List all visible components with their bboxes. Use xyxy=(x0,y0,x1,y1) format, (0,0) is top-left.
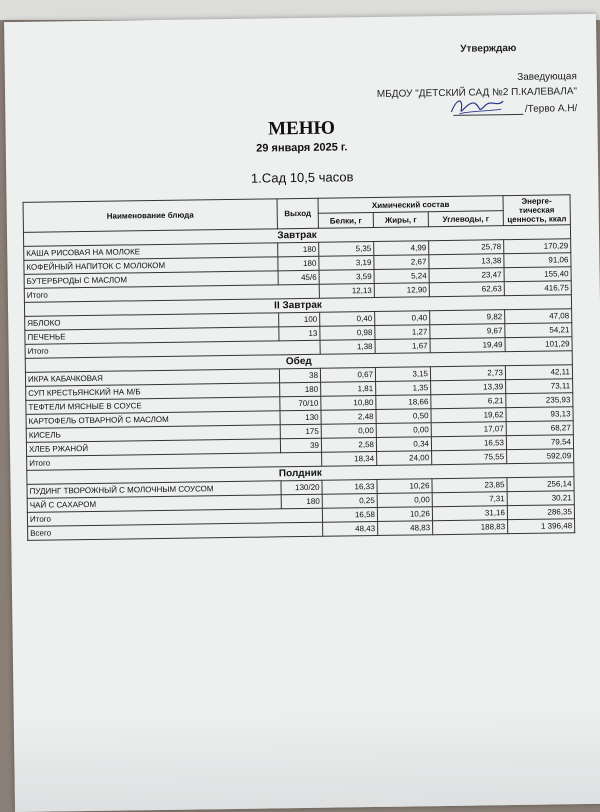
menu-subtitle: 1.Сад 10,5 часов xyxy=(250,169,354,186)
protein-value: 3,19 xyxy=(319,255,374,270)
total-protein: 12,13 xyxy=(319,283,374,298)
energy-value: 54,21 xyxy=(505,323,572,338)
energy-value: 79,54 xyxy=(506,435,573,450)
fat-value: 1,27 xyxy=(375,325,430,340)
grand-total-fat: 48,83 xyxy=(378,521,433,536)
dish-name: СУП КРЕСТЬЯНСКИЙ НА М/Б xyxy=(26,383,280,401)
fat-value: 1,35 xyxy=(376,381,431,396)
carbs-value: 23,47 xyxy=(429,268,504,283)
fat-value: 18,66 xyxy=(376,395,431,410)
title-block xyxy=(5,114,598,189)
page-shadow xyxy=(14,704,600,812)
dish-name: КАША РИСОВАЯ НА МОЛОКЕ xyxy=(24,243,278,261)
protein-value: 0,00 xyxy=(321,423,376,438)
total-label: Итого xyxy=(27,508,322,526)
fat-value: 5,24 xyxy=(374,269,429,284)
header-dish: Наименование блюда xyxy=(23,199,277,233)
section-title: Полдник xyxy=(27,463,574,485)
carbs-value: 25,78 xyxy=(429,240,504,255)
energy-value: 68,27 xyxy=(506,421,573,436)
carbs-value: 13,38 xyxy=(429,254,504,269)
total-energy: 416,75 xyxy=(504,281,571,296)
total-energy: 101,29 xyxy=(505,337,572,352)
signer-name: /Терво А.Н/ xyxy=(524,103,578,115)
fat-value: 3,15 xyxy=(375,367,430,382)
dish-name: БУТЕРБРОДЫ С МАСЛОМ xyxy=(24,271,278,289)
header-protein: Белки, г xyxy=(318,212,373,228)
header-chem: Химический состав xyxy=(318,196,503,214)
protein-value: 0,98 xyxy=(320,325,375,340)
total-fat: 10,26 xyxy=(377,507,432,522)
energy-value: 47,08 xyxy=(505,309,572,324)
dish-name: КИСЕЛЬ xyxy=(26,425,280,443)
header-energy: Энерге-тическая ценность, ккал xyxy=(503,195,570,226)
fat-value: 2,67 xyxy=(374,255,429,270)
energy-value: 73,11 xyxy=(506,379,573,394)
header-fat: Жиры, г xyxy=(373,212,428,228)
fat-value: 0,40 xyxy=(375,311,430,326)
section-title: Завтрак xyxy=(23,225,570,247)
carbs-value: 23,85 xyxy=(432,478,507,493)
total-fat: 12,90 xyxy=(374,283,429,298)
protein-value: 16,33 xyxy=(322,479,377,494)
energy-value: 42,11 xyxy=(505,365,572,380)
fat-value: 0,00 xyxy=(376,423,431,438)
dish-name: КАРТОФЕЛЬ ОТВАРНОЙ С МАСЛОМ xyxy=(26,411,280,429)
fat-value: 10,26 xyxy=(377,479,432,494)
grand-total-carbs: 188,83 xyxy=(433,520,508,535)
total-carbs: 62,63 xyxy=(429,282,504,297)
protein-value: 2,48 xyxy=(321,409,376,424)
dish-output: 38 xyxy=(279,368,320,383)
total-energy: 286,35 xyxy=(507,505,574,520)
approval-position: Заведующая xyxy=(517,71,577,83)
carbs-value: 19,62 xyxy=(431,408,506,423)
dish-output: 180 xyxy=(281,494,322,509)
approval-organization: МБДОУ "ДЕТСКИЙ САД №2 П.КАЛЕВАЛА" xyxy=(376,86,578,100)
total-label: Итого xyxy=(24,284,319,302)
dish-name: ЧАЙ С САХАРОМ xyxy=(27,495,281,513)
protein-value: 2,58 xyxy=(321,437,376,452)
total-protein: 1,38 xyxy=(320,339,375,354)
energy-value: 155,40 xyxy=(504,267,571,282)
dish-output: 13 xyxy=(279,326,320,341)
dish-output: 130 xyxy=(280,410,321,425)
carbs-value: 9,67 xyxy=(430,324,505,339)
menu-date: 29 января 2025 г. xyxy=(256,141,348,155)
carbs-value: 2,73 xyxy=(430,366,505,381)
dish-name: ЯБЛОКО xyxy=(25,313,279,331)
dish-output: 130/20 xyxy=(281,480,322,495)
dish-name: ПЕЧЕНЬЕ xyxy=(25,327,279,345)
header-carbs: Углеводы, г xyxy=(428,211,503,227)
protein-value: 3,59 xyxy=(319,269,374,284)
menu-document xyxy=(4,14,600,812)
protein-value: 1,81 xyxy=(321,381,376,396)
header-output: Выход xyxy=(277,198,318,229)
total-label: Итого xyxy=(25,340,320,358)
dish-output: 70/10 xyxy=(280,396,321,411)
dish-output: 180 xyxy=(278,242,319,257)
energy-value: 93,13 xyxy=(506,407,573,422)
total-carbs: 19,49 xyxy=(430,338,505,353)
dish-name: ПУДИНГ ТВОРОЖНЫЙ С МОЛОЧНЫМ СОУСОМ xyxy=(27,481,281,499)
grand-total-energy: 1 396,48 xyxy=(508,519,575,534)
fat-value: 0,34 xyxy=(376,437,431,452)
dish-name: ИКРА КАБАЧКОВАЯ xyxy=(25,369,279,387)
menu-table xyxy=(23,194,576,541)
dish-output: 180 xyxy=(280,382,321,397)
total-fat: 24,00 xyxy=(377,451,432,466)
dish-name: ХЛЕБ РЖАНОЙ xyxy=(26,439,280,457)
energy-value: 91,06 xyxy=(504,253,571,268)
total-carbs: 75,55 xyxy=(432,450,507,465)
energy-value: 256,14 xyxy=(507,477,574,492)
dish-output: 180 xyxy=(278,256,319,271)
carbs-value: 6,21 xyxy=(431,394,506,409)
section-title: Обед xyxy=(25,351,572,373)
menu-table-body xyxy=(23,225,574,541)
carbs-value: 13,39 xyxy=(431,380,506,395)
protein-value: 0,40 xyxy=(320,311,375,326)
total-label: Итого xyxy=(27,452,322,470)
energy-value: 235,93 xyxy=(506,393,573,408)
dish-name: ТЕФТЕЛИ МЯСНЫЕ В СОУСЕ xyxy=(26,397,280,415)
protein-value: 0,67 xyxy=(320,367,375,382)
carbs-value: 17,07 xyxy=(431,422,506,437)
carbs-value: 9,82 xyxy=(430,310,505,325)
total-carbs: 31,16 xyxy=(432,506,507,521)
energy-value: 170,29 xyxy=(504,239,571,254)
total-fat: 1,67 xyxy=(375,339,430,354)
dish-output: 100 xyxy=(279,312,320,327)
fat-value: 0,50 xyxy=(376,409,431,424)
approval-title: Утверждаю xyxy=(460,42,517,55)
page-title: МЕНЮ xyxy=(268,117,336,140)
grand-total-label: Всего xyxy=(28,522,323,540)
total-protein: 16,58 xyxy=(322,507,377,522)
energy-value: 30,21 xyxy=(507,491,574,506)
total-protein: 18,34 xyxy=(322,451,377,466)
dish-output: 45/6 xyxy=(278,270,319,285)
fat-value: 4,99 xyxy=(374,241,429,256)
dish-output: 39 xyxy=(280,438,321,453)
dish-output: 175 xyxy=(280,424,321,439)
dish-name: КОФЕЙНЫЙ НАПИТОК С МОЛОКОМ xyxy=(24,257,278,275)
protein-value: 0,25 xyxy=(322,493,377,508)
total-energy: 592,09 xyxy=(507,449,574,464)
protein-value: 10,80 xyxy=(321,395,376,410)
section-title: II Завтрак xyxy=(24,295,571,317)
carbs-value: 7,31 xyxy=(432,492,507,507)
fat-value: 0,00 xyxy=(377,493,432,508)
protein-value: 5,35 xyxy=(319,241,374,256)
carbs-value: 16,53 xyxy=(431,436,506,451)
grand-total-protein: 48,43 xyxy=(323,521,378,536)
